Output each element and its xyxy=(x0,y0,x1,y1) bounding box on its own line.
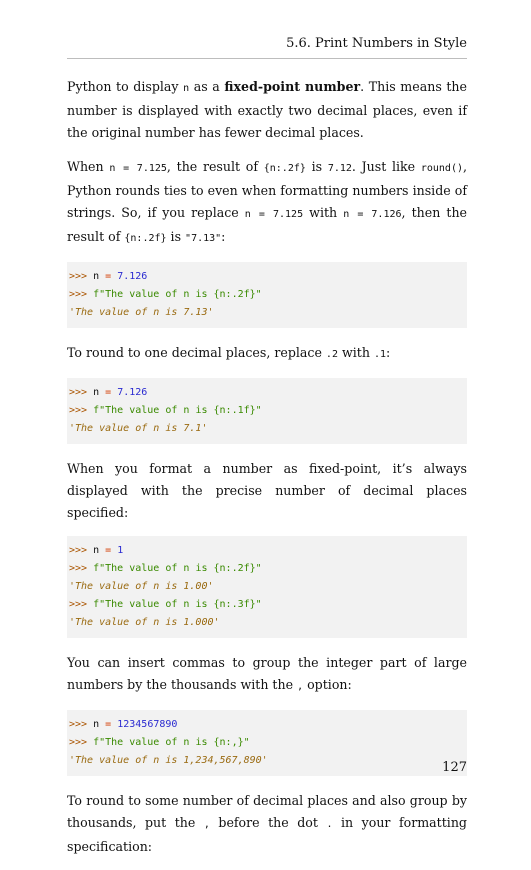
code-line xyxy=(69,560,465,578)
string-literal: f"The value of n is {n:.1f}" xyxy=(93,405,262,416)
inline-code: 7.12 xyxy=(327,163,352,174)
inline-code: n xyxy=(183,83,190,94)
bold-term: fixed-point number xyxy=(224,79,361,94)
page-number: 127 xyxy=(442,760,467,775)
number-literal: 1 xyxy=(117,545,124,556)
running-header xyxy=(67,36,467,59)
code-block-1 xyxy=(67,262,467,328)
code-output: 'The value of n is 1.00' xyxy=(69,581,214,592)
string-literal: f"The value of n is {n:,}" xyxy=(93,737,250,748)
inline-code: n = 7.126 xyxy=(343,209,402,220)
code-line xyxy=(69,384,465,402)
number-literal: 7.126 xyxy=(117,271,148,282)
inline-code: n = 7.125 xyxy=(109,163,167,174)
text: : xyxy=(221,229,226,244)
variable: n xyxy=(93,271,100,282)
paragraph-commas xyxy=(67,652,467,698)
string-literal: f"The value of n is {n:.2f}" xyxy=(93,563,262,574)
code-output: 'The value of n is 1.000' xyxy=(69,617,220,628)
variable: n xyxy=(93,545,100,556)
operator: = xyxy=(105,387,112,398)
text: with xyxy=(337,345,374,360)
inline-code: .1 xyxy=(373,349,387,360)
prompt: >>> xyxy=(69,271,88,282)
code-line xyxy=(69,542,465,560)
inline-code: "7.13" xyxy=(185,233,222,244)
number-literal: 1234567890 xyxy=(117,719,178,730)
text: . Just like xyxy=(351,159,421,174)
paragraph-fixed-point xyxy=(67,76,467,144)
variable: n xyxy=(93,719,100,730)
prompt: >>> xyxy=(69,289,88,300)
text: in your formatting specification: xyxy=(67,815,467,854)
code-line xyxy=(69,402,465,420)
inline-code: , xyxy=(203,819,210,830)
code-line xyxy=(69,286,465,304)
prompt: >>> xyxy=(69,563,88,574)
text: is xyxy=(305,159,328,174)
text: , the result of xyxy=(166,159,264,174)
page-body xyxy=(67,76,467,870)
code-output: 'The value of n is 1,234,567,890' xyxy=(69,755,268,766)
variable: n xyxy=(93,387,100,398)
inline-code: round() xyxy=(420,163,463,174)
text: To round to one decimal places, replace xyxy=(67,345,326,360)
number-literal: 7.126 xyxy=(117,387,148,398)
inline-code: {n:.2f} xyxy=(124,233,167,244)
paragraph-one-decimal xyxy=(67,342,467,366)
inline-code: .2 xyxy=(325,349,338,360)
code-block-2 xyxy=(67,378,467,444)
code-block-4 xyxy=(67,710,467,776)
inline-code: , xyxy=(297,681,304,692)
paragraph-precise-places: When you format a number as fixed-point, it’s always displayed with the precise number of decimal places specified: xyxy=(67,461,467,520)
text: , then the result of xyxy=(67,205,468,244)
text: . This means the number is displayed with exactly two decimal places, even if the original number has fewer decimal places. xyxy=(67,79,467,140)
text: : xyxy=(386,345,391,360)
code-line xyxy=(69,734,465,752)
section-title: 5.6. Print Numbers in Style xyxy=(286,36,467,51)
code-line xyxy=(69,596,465,614)
text: Python to display xyxy=(67,79,184,94)
prompt: >>> xyxy=(69,405,88,416)
operator: = xyxy=(105,271,112,282)
text: , Python rounds ties to even when formatting numbers inside of strings. So, if you replace xyxy=(67,159,468,220)
prompt: >>> xyxy=(69,387,88,398)
inline-code: n = 7.125 xyxy=(244,209,304,220)
text: is xyxy=(166,229,186,244)
text: before the dot xyxy=(209,815,327,830)
code-block-3 xyxy=(67,536,467,638)
operator: = xyxy=(105,545,112,556)
prompt: >>> xyxy=(69,719,88,730)
string-literal: f"The value of n is {n:.3f}" xyxy=(93,599,262,610)
prompt: >>> xyxy=(69,545,88,556)
paragraph-rounding xyxy=(67,156,467,250)
paragraph-round-and-group xyxy=(67,790,467,858)
code-line xyxy=(69,268,465,286)
inline-code: . xyxy=(326,819,333,830)
operator: = xyxy=(105,719,112,730)
code-output: 'The value of n is 7.1' xyxy=(69,423,208,434)
prompt: >>> xyxy=(69,599,88,610)
inline-code: {n:.2f} xyxy=(263,163,306,174)
text: You can insert commas to group the integer part of large numbers by the thousands with the xyxy=(67,655,467,692)
string-literal: f"The value of n is {n:.2f}" xyxy=(93,289,262,300)
text: To round to some number of decimal places and also group by thousands, put the xyxy=(67,793,467,830)
prompt: >>> xyxy=(69,737,88,748)
code-line xyxy=(69,716,465,734)
code-output: 'The value of n is 7.13' xyxy=(69,307,214,318)
text: as a xyxy=(189,79,225,94)
text: option: xyxy=(303,677,352,692)
text: with xyxy=(303,205,344,220)
text: When xyxy=(67,159,110,174)
